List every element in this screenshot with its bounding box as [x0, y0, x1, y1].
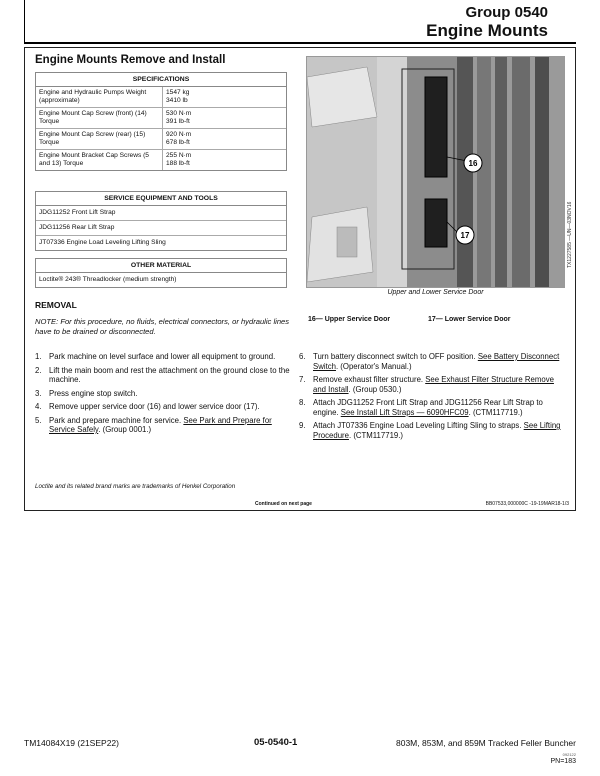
spec-value-imperial: 3410 lb: [166, 97, 188, 104]
other-material-heading: OTHER MATERIAL: [36, 259, 286, 273]
table-row: [36, 87, 286, 108]
section-title: Engine Mounts Remove and Install: [35, 54, 226, 66]
list-item: [299, 398, 565, 417]
step-tail: . (CTM117719.): [348, 430, 404, 440]
step-text: Attach JDG11252 Front Lift Strap and JDG11256 Rear Lift Strap to engine.: [313, 398, 543, 417]
spec-value-metric: 255 N·m: [166, 152, 192, 159]
step-number: 4.: [35, 402, 42, 411]
service-door-photo: [306, 56, 565, 288]
spec-item: Engine Mount Cap Screw (rear) (15) Torque: [36, 129, 163, 149]
tool-item: JT07336 Engine Load Leveling Lifting Sling: [39, 239, 166, 246]
table-row: [36, 221, 286, 236]
list-item: [299, 352, 565, 371]
page-header: [426, 4, 548, 40]
table-row: [36, 206, 286, 221]
step-text: Press engine stop switch.: [49, 388, 138, 398]
step-number: 9.: [299, 421, 306, 430]
group-number: Group 0540: [465, 4, 548, 21]
table-row: [36, 108, 286, 129]
legend-16: 16— Upper Service Door: [308, 316, 391, 323]
park-prepare-link[interactable]: See Park and Prepare for Service Safely: [49, 415, 272, 434]
header-rule: [24, 42, 576, 44]
step-number: 7.: [299, 375, 306, 384]
step-number: 3.: [35, 388, 42, 398]
specifications-table: [35, 72, 287, 171]
footer-pn: PN=183: [550, 758, 576, 765]
list-item: [35, 352, 293, 362]
table-row: [36, 273, 286, 287]
service-door-illustration: [307, 57, 565, 288]
specifications-heading: SPECIFICATIONS: [36, 73, 286, 87]
step-tail: . (CTM117719.): [468, 407, 523, 417]
list-item: [35, 366, 293, 385]
table-row: [36, 236, 286, 250]
callout-17: 17: [460, 231, 470, 240]
spec-value: [163, 150, 286, 170]
removal-note: NOTE: For this procedure, no fluids, electrical connectors, or hydraulic lines have to be drained or disconnected.: [35, 317, 290, 336]
step-text: Attach JT07336 Engine Load Leveling Lifting Sling to straps.: [313, 421, 524, 430]
step-text: Park and prepare machine for service.: [49, 415, 184, 425]
list-item: [299, 421, 565, 440]
steps-left: [35, 352, 293, 439]
step-text: Turn battery disconnect switch to OFF position.: [313, 352, 478, 361]
other-material-table: [35, 258, 287, 288]
list-item: [35, 416, 293, 435]
step-text: Lift the main boom and rest the attachment on the ground close to the machine.: [49, 365, 290, 384]
steps-right: [299, 352, 565, 444]
step-text: Remove exhaust filter structure.: [313, 375, 426, 384]
battery-disconnect-link[interactable]: See Battery Disconnect Switch: [313, 352, 560, 371]
spec-item: Engine Mount Bracket Cap Screws (5 and 13) Torque: [36, 150, 163, 170]
content-frame: [24, 47, 576, 511]
footer-date-code: 092122: [562, 752, 576, 757]
step-number: 6.: [299, 352, 306, 361]
spec-value-imperial: 391 lb-ft: [166, 118, 190, 125]
exhaust-filter-link[interactable]: See Exhaust Filter Structure Remove and Install: [313, 375, 554, 394]
spec-value: [163, 108, 286, 128]
install-lift-straps-link[interactable]: See Install Lift Straps — 6090HFC09: [340, 407, 469, 417]
list-item: [35, 402, 293, 412]
callout-16: 16: [468, 159, 478, 168]
step-number: 8.: [299, 398, 306, 407]
spec-item: Engine and Hydraulic Pumps Weight (approximate): [36, 87, 163, 107]
spec-item: Engine Mount Cap Screw (front) (14) Torque: [36, 108, 163, 128]
footer-page-number: 05-0540-1: [254, 737, 298, 748]
continued-label: Continued on next page: [255, 501, 312, 507]
step-text: Remove upper service door (16) and lower service door (17).: [49, 402, 260, 411]
footer-manual-id: TM14084X19 (21SEP22): [24, 738, 119, 748]
service-tools-heading: SERVICE EQUIPMENT AND TOOLS: [36, 192, 286, 206]
service-tools-table: [35, 191, 287, 251]
spec-value-metric: 530 N·m: [166, 110, 192, 117]
step-tail: . (Group 0530.): [348, 384, 402, 394]
tool-item: JDG11256 Rear Lift Strap: [39, 224, 115, 231]
trademark-note: Loctite and its related brand marks are trademarks of Henkel Corporation: [35, 483, 236, 490]
step-tail: . (Group 0001.): [98, 425, 152, 434]
spec-value-imperial: 678 lb-ft: [166, 139, 190, 146]
top-left-rule: [24, 0, 25, 44]
tool-item: JDG11252 Front Lift Strap: [39, 209, 116, 216]
table-row: [36, 150, 286, 170]
figure-id: TX1227585 —UN—03NOV16: [567, 201, 573, 268]
table-row: [36, 129, 286, 150]
spec-value: [163, 129, 286, 149]
list-item: [299, 375, 565, 394]
spec-value-metric: 1547 kg: [166, 89, 190, 96]
figure-caption: Upper and Lower Service Door: [387, 289, 484, 296]
step-number: 1.: [35, 352, 42, 361]
legend-17: 17— Lower Service Door: [428, 316, 511, 323]
removal-heading: REMOVAL: [35, 300, 77, 310]
material-item: Loctite® 243® Threadlocker (medium strength): [39, 276, 177, 283]
footer-machine: 803M, 853M, and 859M Tracked Feller Buncher: [395, 738, 576, 748]
document-id: BB07533,000000C -19-19MAR18-1/3: [485, 501, 569, 507]
list-item: [35, 389, 293, 399]
spec-value: [163, 87, 286, 107]
spec-value-metric: 920 N·m: [166, 131, 192, 138]
step-text: Park machine on level surface and lower all equipment to ground.: [49, 352, 276, 361]
spec-value-imperial: 188 lb-ft: [166, 160, 190, 167]
step-tail: . (Operator's Manual.): [335, 361, 412, 371]
step-number: 2.: [35, 365, 42, 375]
group-title: Engine Mounts: [426, 21, 548, 40]
step-number: 5.: [35, 415, 42, 425]
lifting-procedure-link[interactable]: See Lifting Procedure: [313, 421, 561, 440]
